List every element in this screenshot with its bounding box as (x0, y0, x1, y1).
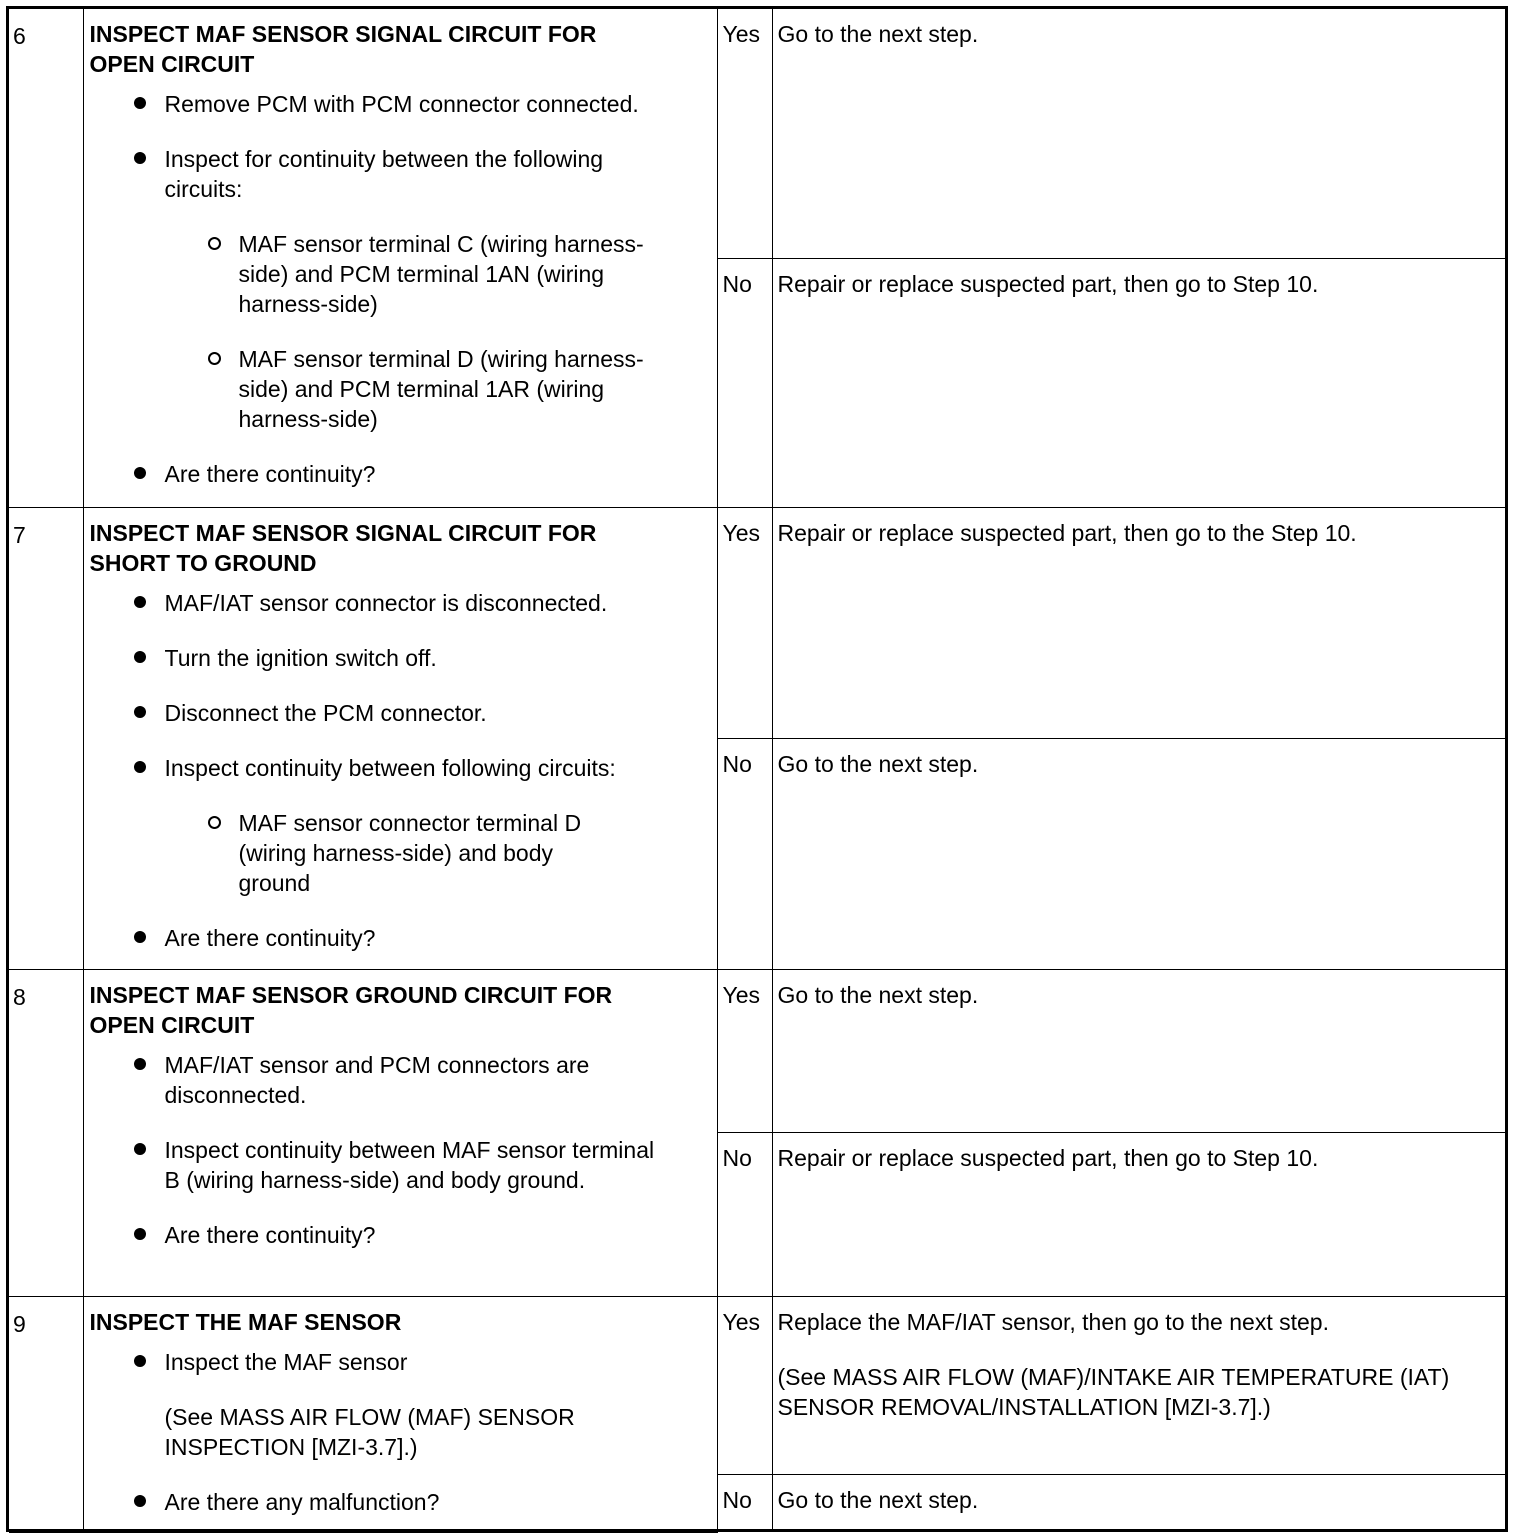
filled-bullet-icon (134, 596, 146, 608)
step-row-6 (9, 9, 1505, 258)
filled-bullet-icon (134, 651, 146, 663)
step-number: 9 (9, 1296, 83, 1532)
bullet-text: Inspect continuity between MAF sensor terminal B (wiring harness-side) and body ground. (164, 1136, 655, 1193)
yes-label: Yes (717, 507, 772, 738)
step-number: 7 (9, 507, 83, 969)
step-title: INSPECT MAF SENSOR SIGNAL CIRCUIT FOR SHORT TO GROUND (89, 519, 597, 576)
no-label: No (717, 738, 772, 969)
filled-bullet-icon (134, 706, 146, 718)
filled-bullet-icon (134, 97, 146, 109)
bullet-item (90, 698, 709, 728)
no-result: Go to the next step. (772, 1474, 1505, 1532)
bullet-text: Turn the ignition switch off. (164, 644, 437, 671)
filled-bullet-icon (134, 1495, 146, 1507)
step-row-9 (9, 1296, 1505, 1474)
yes-result: Repair or replace suspected part, then go to the Step 10. (772, 507, 1505, 738)
bullet-item (90, 753, 709, 783)
filled-bullet-icon (134, 1058, 146, 1070)
bullet-text: Inspect continuity between following circuits: (164, 754, 616, 781)
filled-bullet-icon (134, 1143, 146, 1155)
filled-bullet-icon (134, 1228, 146, 1240)
sub-bullet-item (90, 344, 664, 434)
filled-bullet-icon (134, 761, 146, 773)
yes-label: Yes (717, 1296, 772, 1474)
reference-note: (See MASS AIR FLOW (MAF)/INTAKE AIR TEMPERATURE (IAT) SENSOR REMOVAL/INSTALLATION [MZI-3.7].) (777, 1363, 1450, 1420)
yes-result: Go to the next step. (772, 969, 1505, 1132)
open-circle-bullet-icon (208, 816, 221, 829)
bullet-item (90, 1347, 655, 1462)
bullet-item (90, 643, 709, 673)
filled-bullet-icon (134, 467, 146, 479)
bullet-item (90, 1220, 709, 1250)
bullet-text: Remove PCM with PCM connector connected. (164, 91, 639, 117)
bullet-item (90, 588, 709, 618)
bullet-text: Disconnect the PCM connector. (164, 699, 487, 726)
bullet-text: Are there continuity? (164, 1221, 376, 1248)
reference-note: (See MASS AIR FLOW (MAF) SENSOR INSPECTION [MZI-3.7].) (164, 1403, 575, 1460)
diagnostic-steps-table (9, 9, 1505, 1533)
step-number: 6 (9, 9, 83, 507)
bullet-text: MAF sensor connector terminal D (wiring harness-side) and body ground (238, 809, 582, 896)
bullet-item (90, 89, 709, 119)
bullet-item (90, 459, 709, 489)
yes-result-text: Replace the MAF/IAT sensor, then go to the next step. (777, 1308, 1329, 1335)
no-label: No (717, 1474, 772, 1532)
yes-label: Yes (717, 969, 772, 1132)
step-row-8 (9, 969, 1505, 1132)
step-description (83, 9, 717, 507)
bullet-text: MAF sensor terminal C (wiring harness-side) and PCM terminal 1AN (wiring harness-side) (238, 231, 644, 317)
step-description (83, 969, 717, 1296)
bullet-text: Are there continuity? (164, 924, 376, 951)
bullet-text: Inspect the MAF sensor (164, 1348, 408, 1375)
bullet-text: MAF sensor terminal D (wiring harness-side) and PCM terminal 1AR (wiring harness-side) (238, 346, 644, 432)
sub-bullet-item (90, 808, 624, 898)
filled-bullet-icon (134, 1355, 146, 1367)
no-label: No (717, 1132, 772, 1296)
open-circle-bullet-icon (208, 237, 221, 250)
open-circle-bullet-icon (208, 352, 221, 365)
yes-label: Yes (717, 9, 772, 258)
bullet-item (90, 1050, 665, 1110)
bullet-item (90, 923, 709, 953)
no-result: Repair or replace suspected part, then go to Step 10. (772, 1132, 1505, 1296)
bullet-text: Inspect for continuity between the following circuits: (164, 146, 604, 202)
filled-bullet-icon (134, 152, 146, 164)
bullet-item (90, 1487, 709, 1517)
yes-result (772, 1296, 1505, 1474)
bullet-text: MAF/IAT sensor connector is disconnected. (164, 589, 608, 616)
sub-bullet-item (90, 229, 664, 319)
step-title: INSPECT THE MAF SENSOR (89, 1308, 402, 1335)
step-description (83, 1296, 717, 1532)
filled-bullet-icon (134, 931, 146, 943)
no-label: No (717, 258, 772, 507)
bullet-text: MAF/IAT sensor and PCM connectors are disconnected. (164, 1051, 590, 1108)
step-title: INSPECT MAF SENSOR GROUND CIRCUIT FOR OPEN CIRCUIT (89, 981, 613, 1038)
step-number: 8 (9, 969, 83, 1296)
bullet-item (90, 144, 675, 204)
no-result: Go to the next step. (772, 738, 1505, 969)
step-title: INSPECT MAF SENSOR SIGNAL CIRCUIT FOR OPEN CIRCUIT (89, 21, 597, 77)
bullet-item (90, 1135, 655, 1195)
step-row-7 (9, 507, 1505, 738)
step-description (83, 507, 717, 969)
yes-result: Go to the next step. (772, 9, 1505, 258)
no-result: Repair or replace suspected part, then go to Step 10. (772, 258, 1505, 507)
bullet-text: Are there any malfunction? (164, 1488, 440, 1515)
bullet-text: Are there continuity? (164, 461, 376, 487)
diagnostic-procedure-sheet (6, 6, 1508, 1532)
